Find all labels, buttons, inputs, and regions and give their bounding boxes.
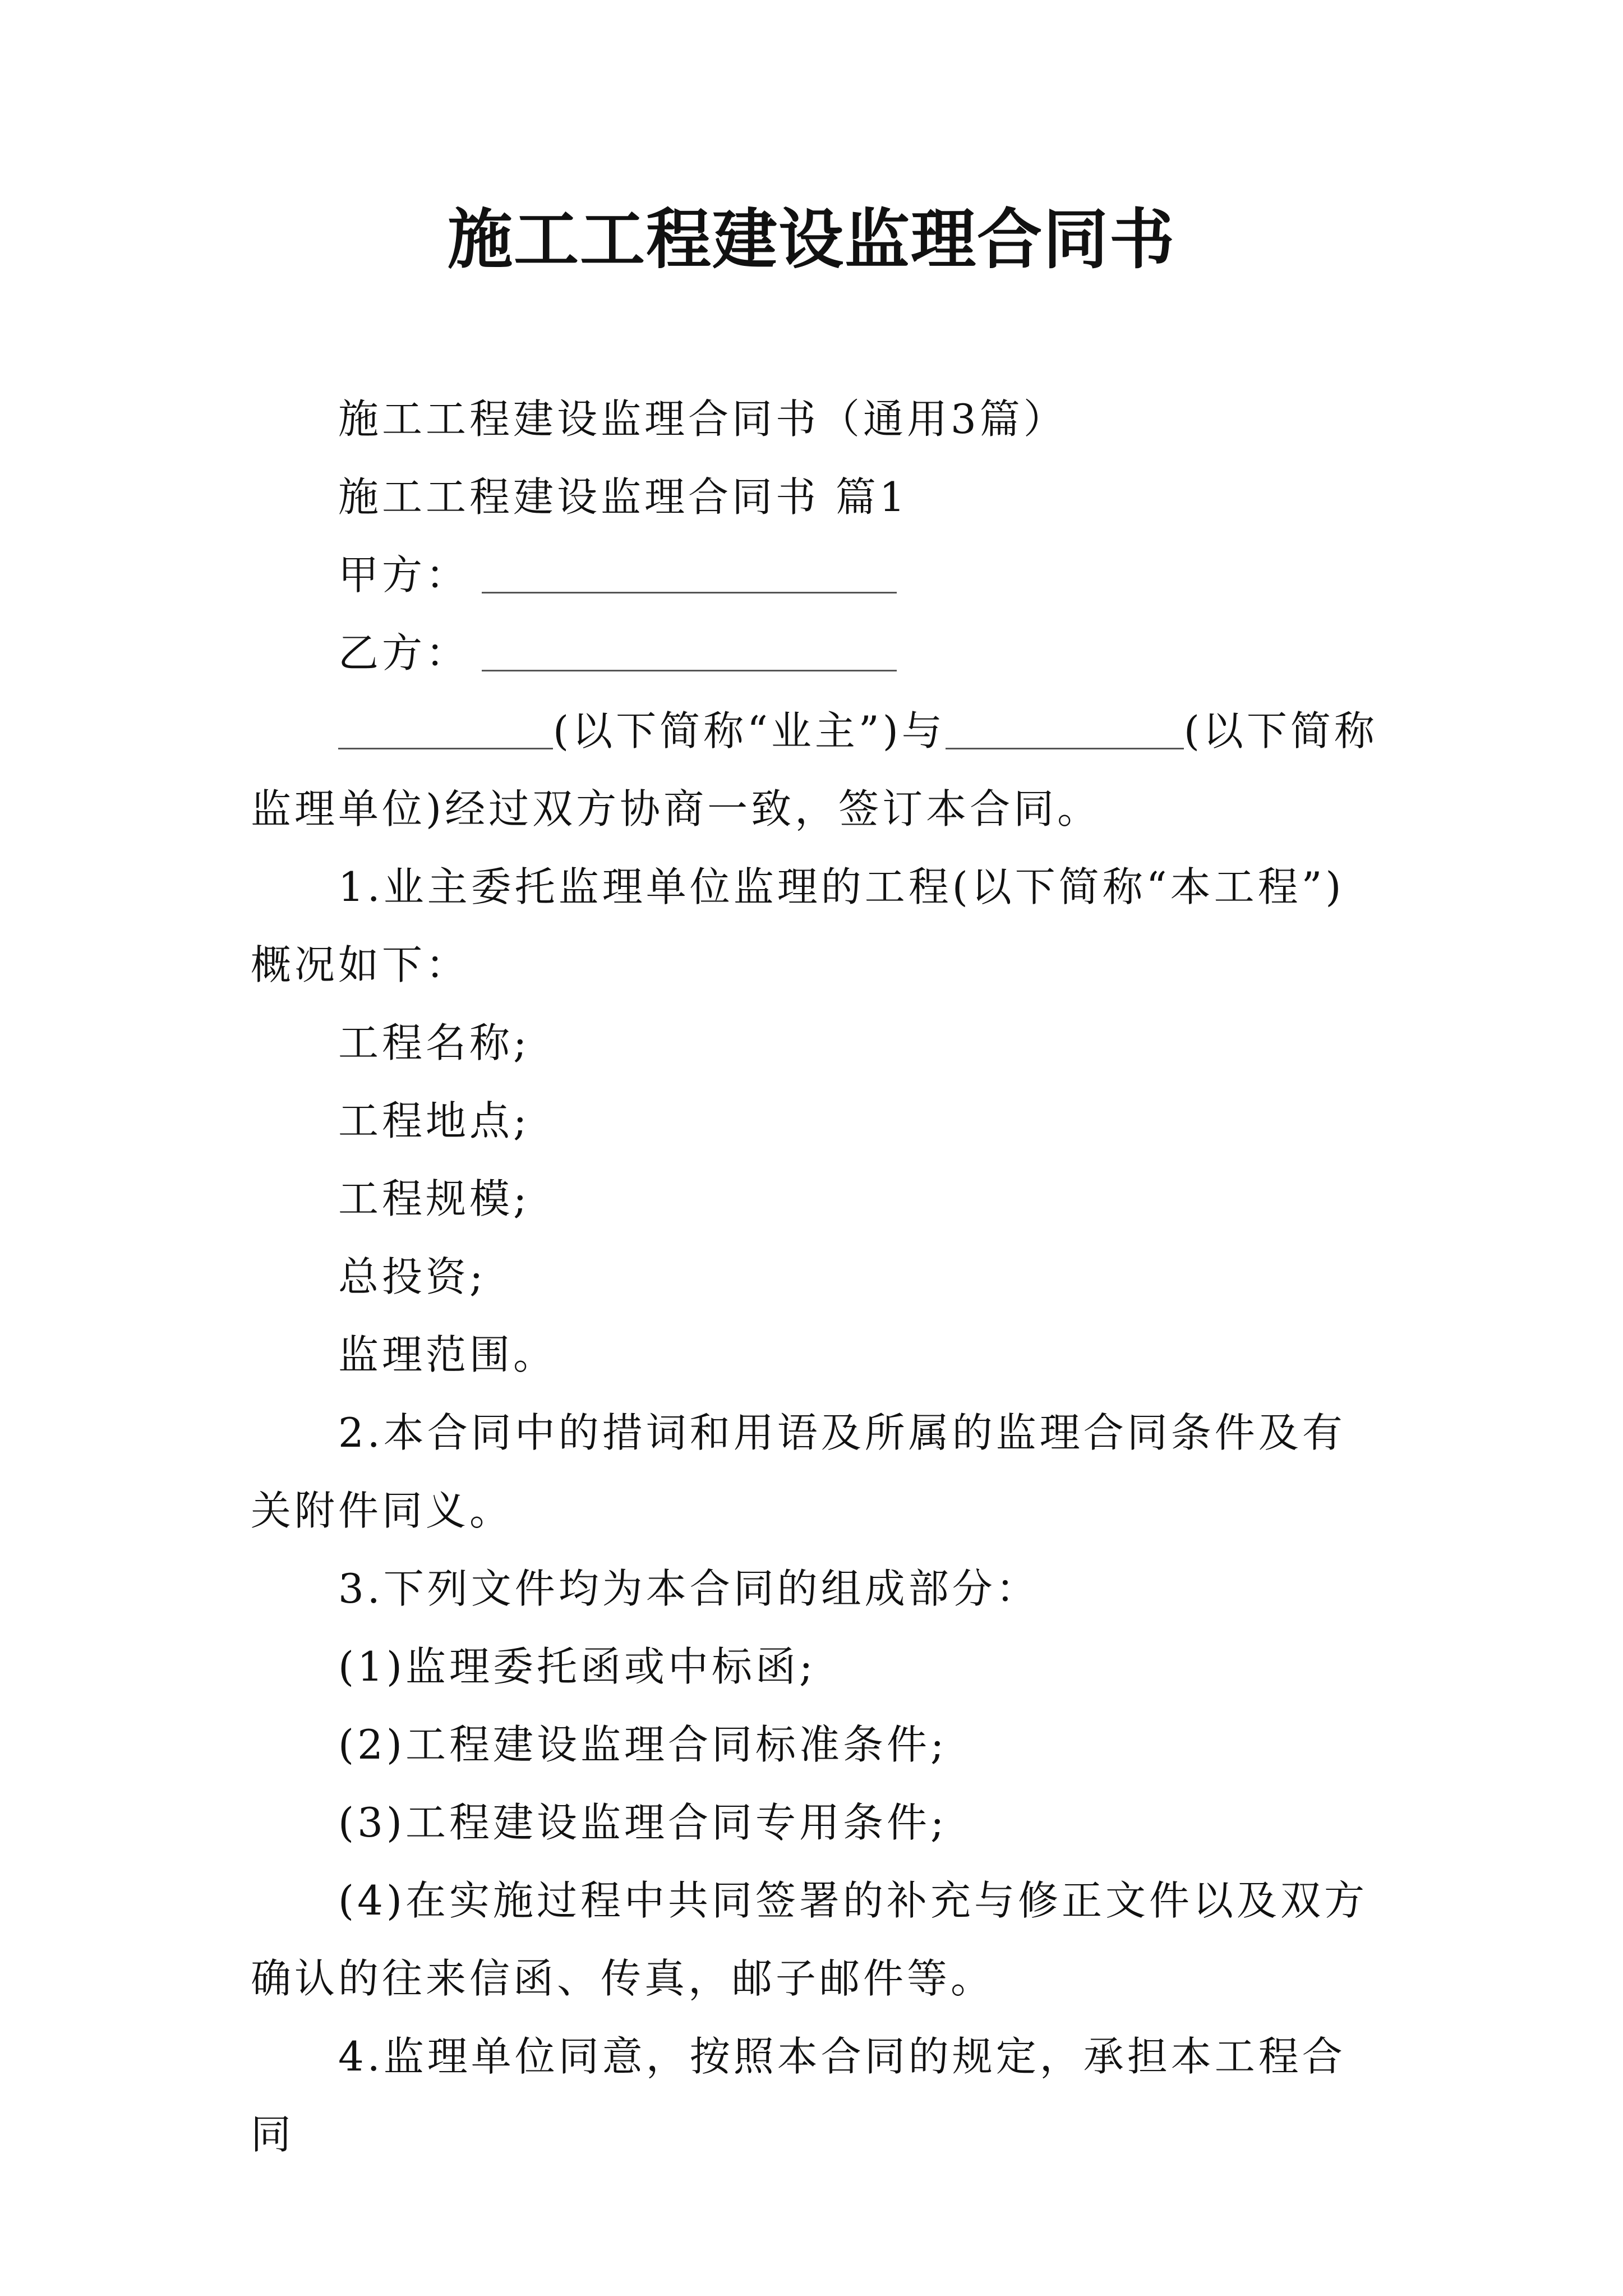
document-title: 施工工程建设监理合同书: [448, 201, 1175, 278]
paragraph-2: 2.本合同中的措词和用语及所属的监理合同条件及有关附件同义。: [251, 1409, 1346, 1534]
part-heading: 施工工程建设监理合同书 篇1: [338, 473, 909, 521]
item-project-name: 工程名称;: [338, 1019, 531, 1066]
paragraph-3-item-1: (1)监理委托函或中标函;: [338, 1643, 817, 1690]
item-supervision-range: 监理范围。: [338, 1331, 557, 1378]
item-project-place: 工程地点;: [338, 1097, 531, 1144]
item-project-scale: 工程规模;: [338, 1175, 531, 1222]
item-total-investment: 总投资;: [338, 1253, 487, 1300]
supervisor-blank: [946, 708, 1184, 749]
intro-paragraph: [251, 692, 1384, 848]
paragraph-1: 1.业主委托监理单位监理的工程(以下简称“本工程”)概况如下：: [251, 863, 1345, 988]
party-b-label: 乙方：: [338, 629, 470, 677]
paragraph-3-item-3: (3)工程建设监理合同专用条件;: [338, 1799, 948, 1846]
paragraph-3-item-2: (2)工程建设监理合同标准条件;: [338, 1721, 948, 1768]
intro-text-2: (以下简称监理单位)经过双方协商一致，签订本合同。: [251, 707, 1378, 832]
party-b-blank: [482, 631, 897, 671]
party-b-line: [251, 614, 1384, 692]
document-body: [251, 380, 1384, 2174]
subtitle: 施工工程建设监理合同书（通用3篇）: [338, 395, 1067, 443]
party-a-blank: [482, 553, 897, 593]
party-a-line: [251, 536, 1384, 614]
party-a-label: 甲方：: [338, 551, 470, 599]
owner-blank: [338, 708, 553, 749]
intro-text-1: (以下简称“业主”)与: [553, 707, 946, 754]
paragraph-3-item-4: (4)在实施过程中共同签署的补充与修正文件以及双方确认的往来信函、传真，邮子邮件等。: [251, 1877, 1368, 2002]
paragraph-4: 4.监理单位同意，按照本合同的规定，承担本工程合同: [251, 2033, 1346, 2158]
paragraph-3: 3.下列文件均为本合同的组成部分：: [338, 1565, 1040, 1612]
